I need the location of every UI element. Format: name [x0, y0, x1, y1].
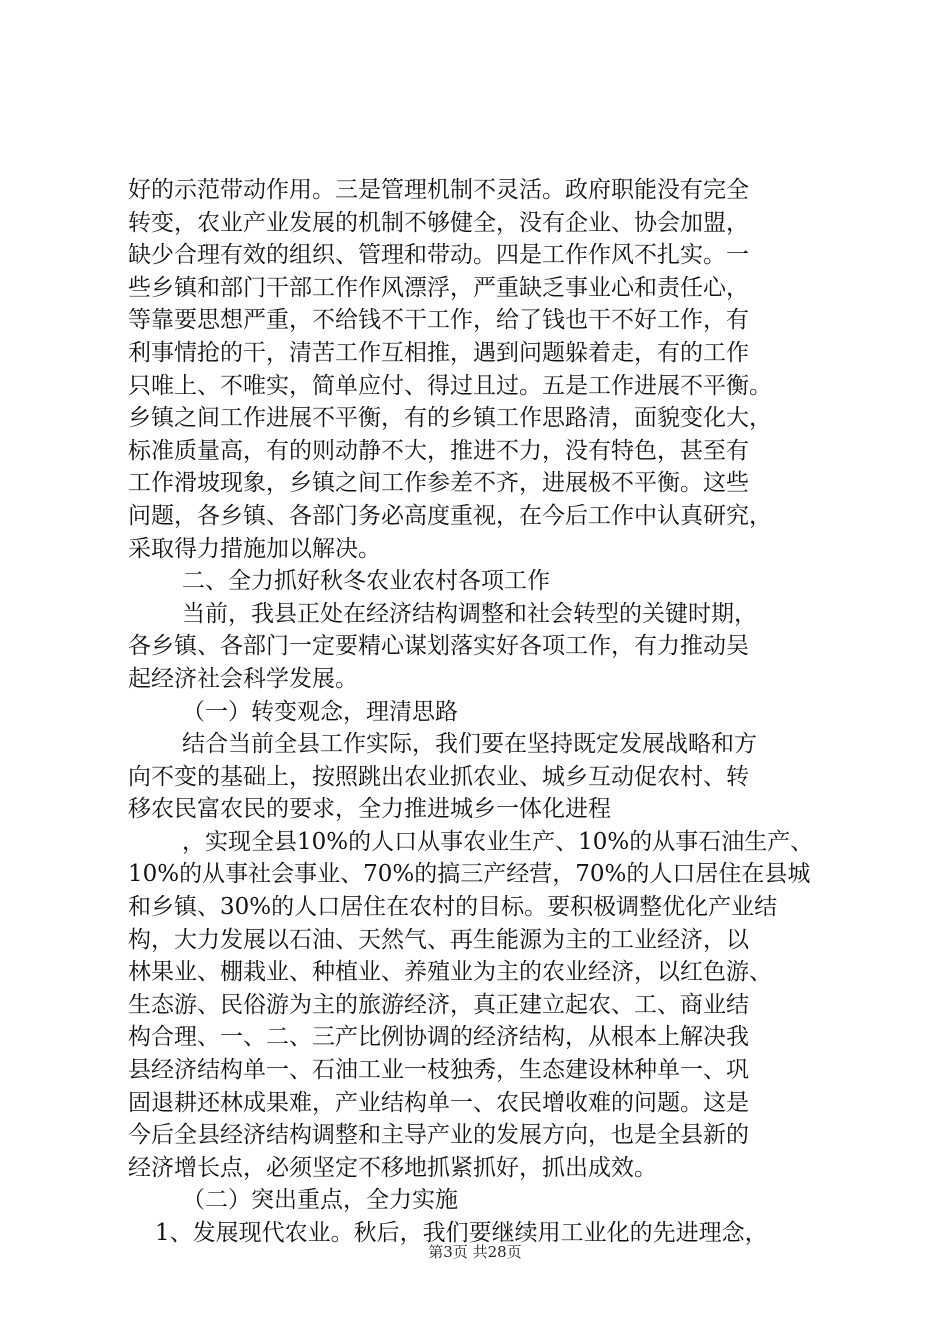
text-line: 标准质量高，有的则动静不大，推进不力，没有特色，甚至有: [128, 437, 749, 464]
text-line: 各乡镇、各部门一定要精心谋划落实好各项工作，有力推动吴: [128, 633, 749, 660]
text-line: 结合当前全县工作实际，我们要在坚持既定发展战略和方: [182, 731, 757, 758]
text-line: 移农民富农民的要求，全力推进城乡一体化进程: [128, 796, 611, 823]
text-line: 今后全县经济结构调整和主导产业的发展方向，也是全县新的: [128, 1122, 749, 1149]
text-line: 和乡镇、30%的人口居住在农村的目标。要积极调整优化产业结: [128, 894, 778, 921]
subsection-heading: （二）突出重点，全力实施: [182, 1187, 458, 1214]
page-number-footer: 第3页 共28页: [428, 1243, 522, 1261]
text-line: 县经济结构单一、石油工业一枝独秀，生态建设林种单一、巩: [128, 1057, 749, 1084]
text-line: 向不变的基础上，按照跳出农业抓农业、城乡互动促农村、转: [128, 763, 749, 790]
text-line: 生态游、民俗游为主的旅游经济，真正建立起农、工、商业结: [128, 991, 749, 1018]
text-line: 经济增长点，必须坚定不移地抓紧抓好，抓出成效。: [128, 1154, 657, 1181]
text-line: 缺少合理有效的组织、管理和带动。四是工作作风不扎实。一: [128, 242, 749, 269]
text-line: 只唯上、不唯实，简单应付、得过且过。五是工作进展不平衡。: [128, 372, 772, 399]
text-line: ，实现全县10%的人口从事农业生产、10%的从事石油生产、: [182, 828, 814, 855]
text-line: 10%的从事社会事业、70%的搞三产经营，70%的人口居住在县城: [128, 861, 811, 888]
text-line: 构合理、一、二、三产比例协调的经济结构，从根本上解决我: [128, 1024, 749, 1051]
text-line: 固退耕还林成果难，产业结构单一、农民增收难的问题。这是: [128, 1089, 749, 1116]
text-line: 些乡镇和部门干部工作作风漂浮，严重缺乏事业心和责任心，: [128, 274, 749, 301]
text-line: 构，大力发展以石油、天然气、再生能源为主的工业经济，以: [128, 926, 749, 953]
text-line: 利事情抢的干，清苦工作互相推，遇到问题躲着走，有的工作: [128, 339, 749, 366]
text-line: 问题，各乡镇、各部门务必高度重视，在今后工作中认真研究，: [128, 502, 772, 529]
text-line: 转变，农业产业发展的机制不够健全，没有企业、协会加盟，: [128, 209, 749, 236]
text-line: 起经济社会科学发展。: [128, 665, 358, 692]
text-line: 1、发展现代农业。秋后，我们要继续用工业化的先进理念，: [155, 1220, 768, 1246]
text-line: 等靠要思想严重，不给钱不干工作，给了钱也干不好工作，有: [128, 307, 749, 334]
text-line: 好的示范带动作用。三是管理机制不灵活。政府职能没有完全: [128, 177, 749, 203]
document-body: [128, 174, 840, 1250]
text-line: 林果业、棚栽业、种植业、养殖业为主的农业经济，以红色游、: [128, 959, 772, 986]
subsection-heading: （一）转变观念，理清思路: [182, 698, 458, 725]
text-line: 工作滑坡现象，乡镇之间工作参差不齐，进展极不平衡。这些: [128, 470, 749, 497]
text-line: 乡镇之间工作进展不平衡，有的乡镇工作思路清，面貌变化大，: [128, 405, 772, 432]
section-heading: 二、全力抓好秋冬农业农村各项工作: [182, 568, 550, 595]
text-line: 采取得力措施加以解决。: [128, 535, 381, 562]
text-line: 当前，我县正处在经济结构调整和社会转型的关键时期，: [182, 600, 757, 627]
